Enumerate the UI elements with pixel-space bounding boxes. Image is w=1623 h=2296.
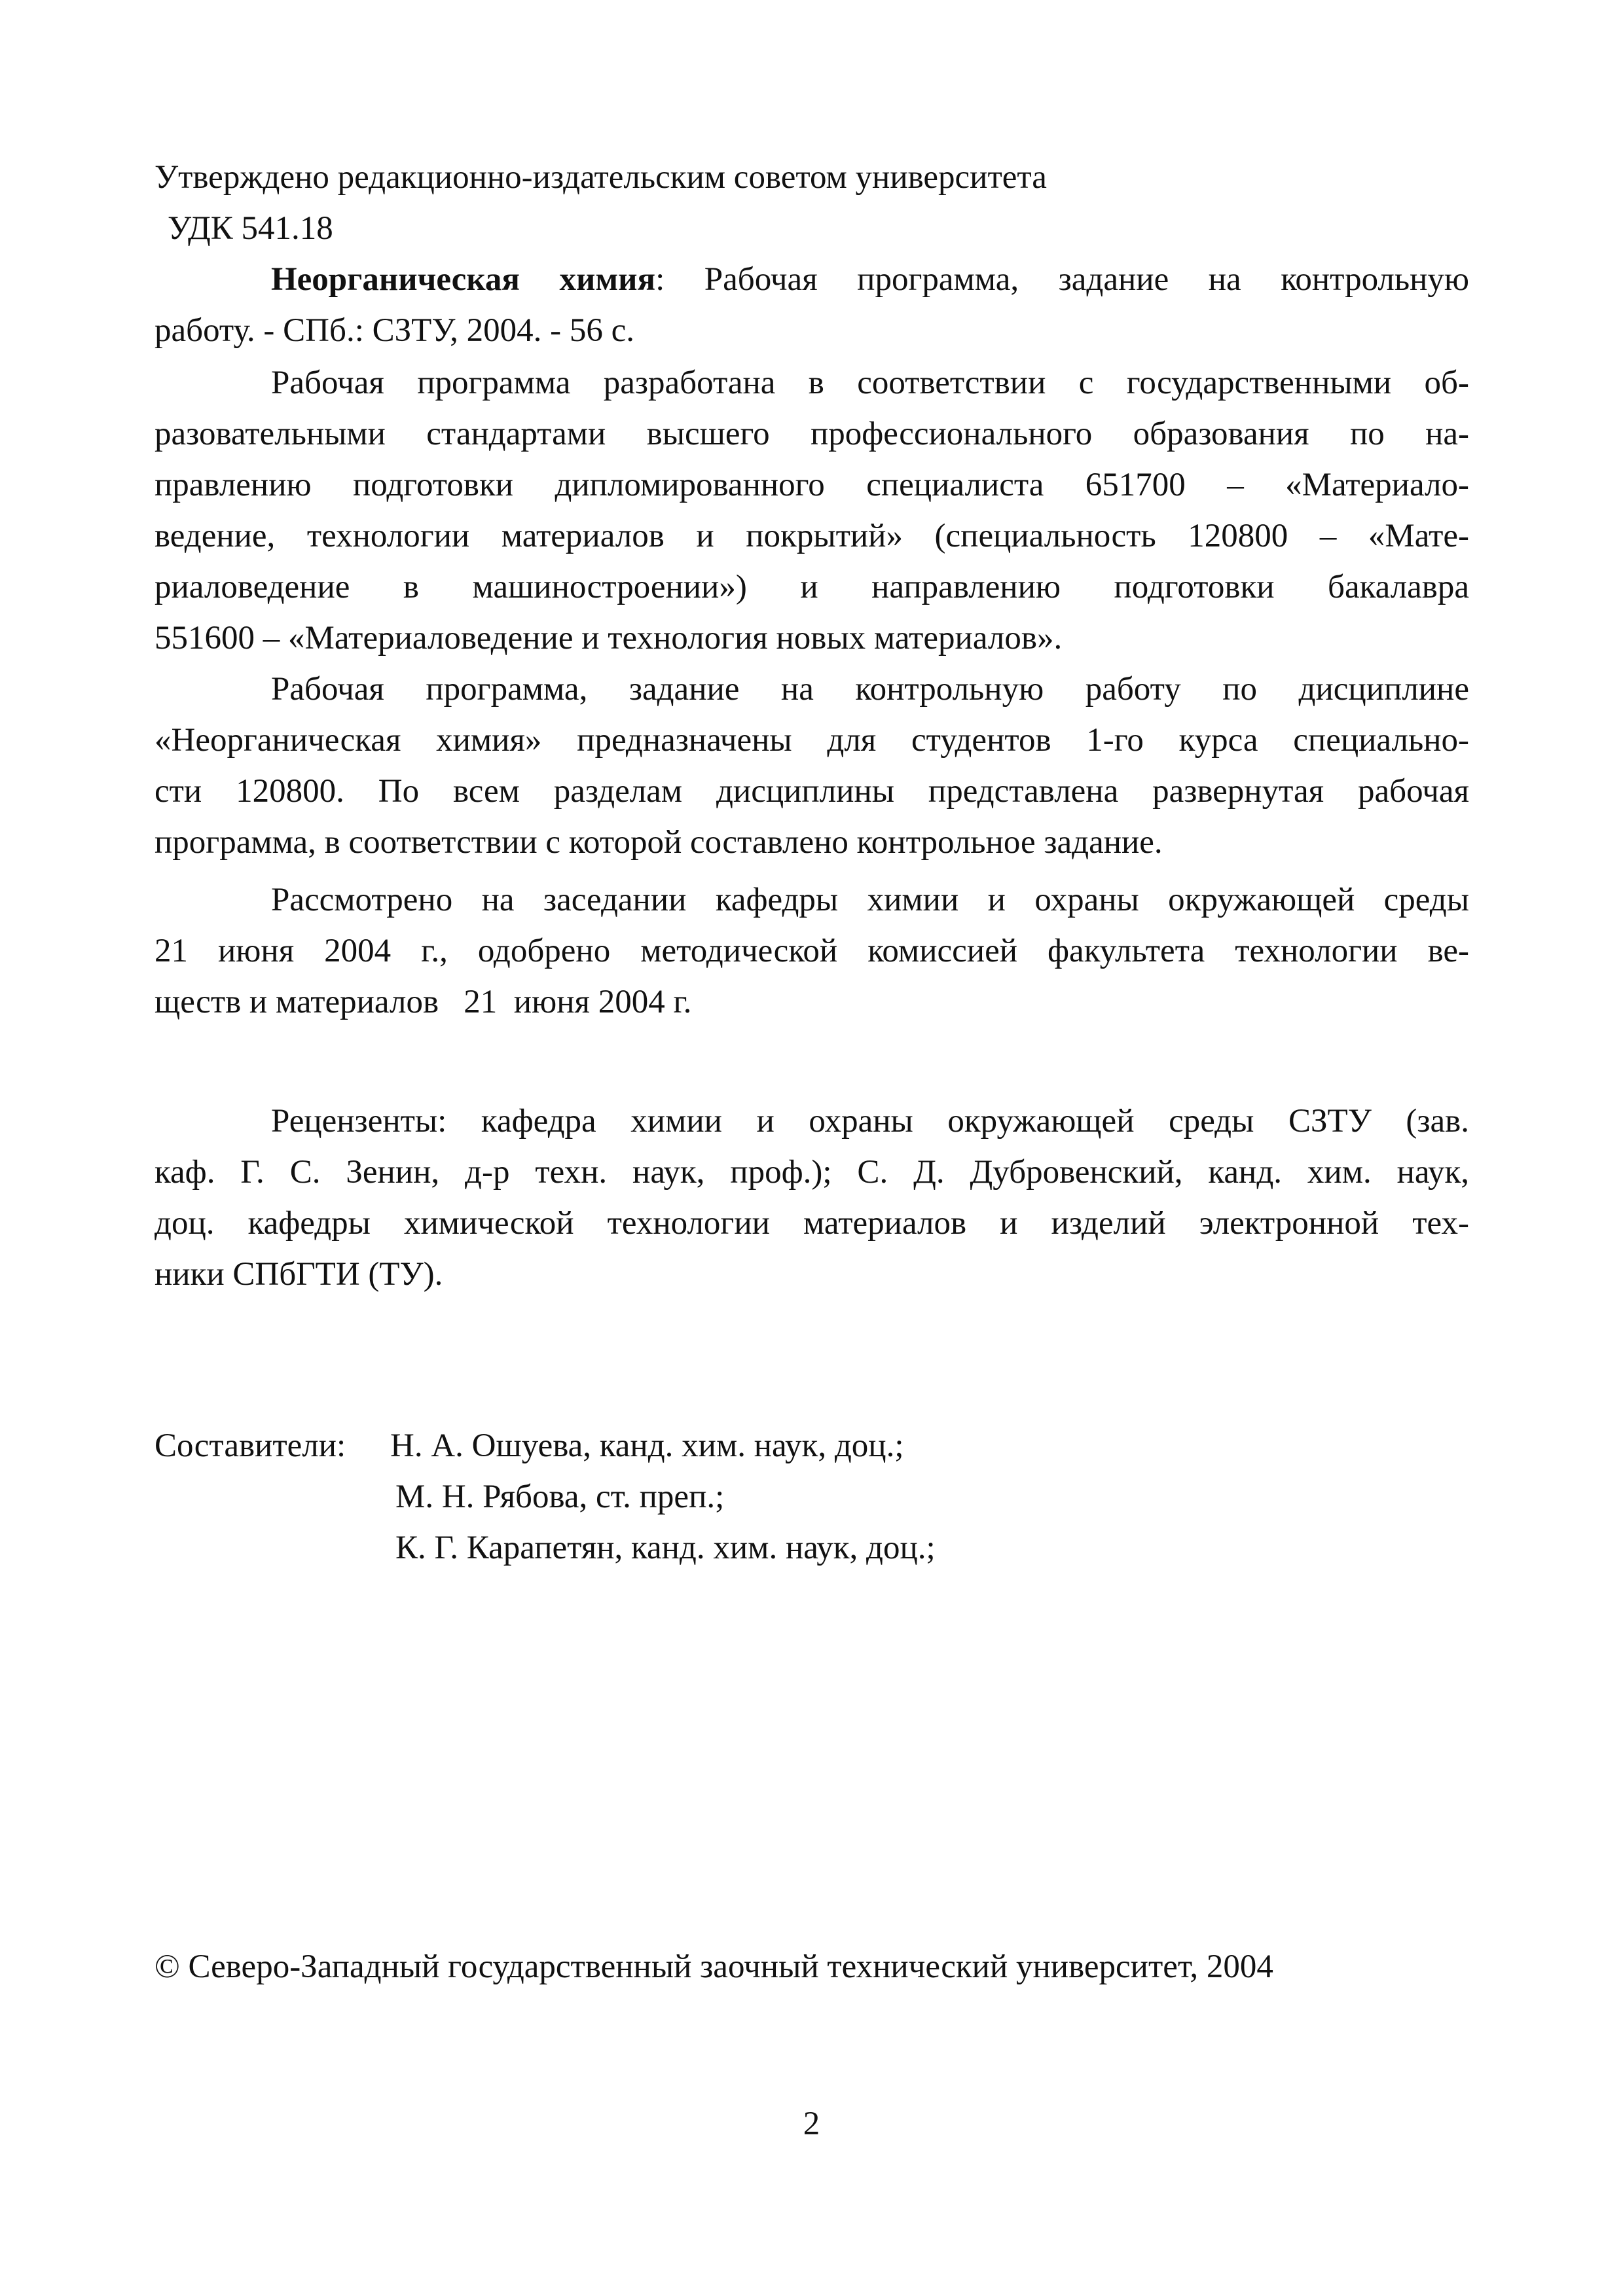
reviewers-line-1: Рецензенты: кафедра химии и охраны окружающей среды СЗТУ (зав. xyxy=(271,1103,1469,1139)
biblio-line-2: работу. - СПб.: СЗТУ, 2004. - 56 с. xyxy=(155,312,635,349)
page-number: 2 xyxy=(803,2106,820,2142)
reviewers-line-3: доц. кафедры химической технологии материалов и изделий электронной тех- xyxy=(155,1205,1469,1242)
program-line-6: 551600 – «Материаловедение и технология новых материалов». xyxy=(155,620,1063,656)
review-line-3: ществ и материалов 21 июня 2004 г. xyxy=(155,984,692,1020)
biblio-title: Неорганическая химия xyxy=(271,261,656,298)
review-line-1: Рассмотрено на заседании кафедры химии и охраны окружающей среды xyxy=(271,882,1469,918)
compilers-label: Составители: xyxy=(155,1427,346,1464)
biblio-rest: : Рабочая программа, задание на контрольную xyxy=(655,261,1470,298)
program-line-1: Рабочая программа разработана в соответствии с государственными об- xyxy=(271,365,1469,401)
copyright-notice: © Северо-Западный государственный заочный технический университет, 2004 xyxy=(155,1948,1273,1985)
program-line-5: риаловедение в машиностроении») и направлению подготовки бакалавра xyxy=(155,569,1469,605)
purpose-line-3: сти 120800. По всем разделам дисциплины представлена развернутая рабочая xyxy=(155,773,1469,810)
compiler-2: М. Н. Рябова, ст. преп.; xyxy=(395,1479,725,1515)
review-line-2: 21 июня 2004 г., одобрено методической комиссией факультета технологии ве- xyxy=(155,933,1469,969)
program-line-3: правлению подготовки дипломированного специалиста 651700 – «Материало- xyxy=(155,467,1469,503)
purpose-line-4: программа, в соответствии с которой составлено контрольное задание. xyxy=(155,824,1163,861)
biblio-line-1 xyxy=(271,254,1469,305)
reviewers-line-4: ники СПбГТИ (ТУ). xyxy=(155,1256,443,1293)
program-line-4: ведение, технологии материалов и покрытий» (специальность 120800 – «Мате- xyxy=(155,518,1469,554)
udk-code: УДК 541.18 xyxy=(168,210,333,247)
compiler-3: К. Г. Карапетян, канд. хим. наук, доц.; xyxy=(395,1530,936,1566)
approval-note: Утверждено редакционно-издательским советом университета xyxy=(155,159,1047,196)
reviewers-line-2: каф. Г. С. Зенин, д-р техн. наук, проф.); С. Д. Дубровенский, канд. хим. наук, xyxy=(155,1154,1469,1191)
purpose-line-1: Рабочая программа, задание на контрольную работу по дисциплине xyxy=(271,671,1469,708)
compiler-1: Н. А. Ошуева, канд. хим. наук, доц.; xyxy=(390,1427,904,1464)
program-line-2: разовательными стандартами высшего профессионального образования по на- xyxy=(155,416,1469,452)
purpose-line-2: «Неорганическая химия» предназначены для студентов 1-го курса специально- xyxy=(155,722,1469,759)
